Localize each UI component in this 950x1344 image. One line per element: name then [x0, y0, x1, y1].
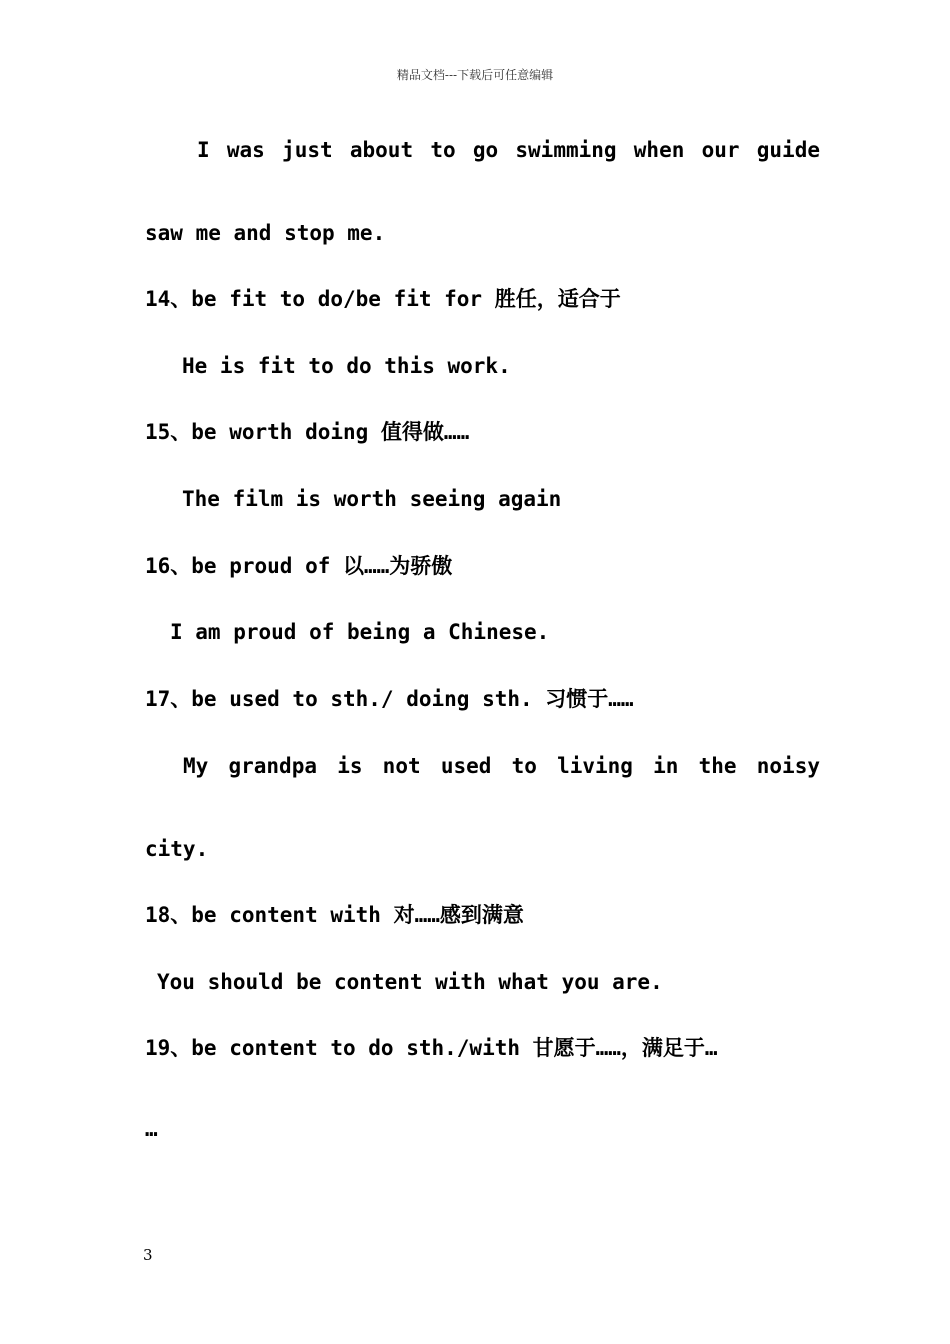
example-sentence-16: I am proud of being a Chinese. [170, 620, 550, 644]
example-sentence-15: The film is worth seeing again [182, 487, 562, 511]
example-sentence-17-line1: My grandpa is not used to living in the noisy [183, 754, 820, 778]
example-sentence-13-line2: saw me and stop me. [145, 221, 386, 245]
phrase-17: 17、be used to sth./ doing sth. 习惯于…… [145, 687, 634, 711]
example-sentence-14: He is fit to do this work. [182, 354, 511, 378]
example-sentence-13-line1: I was just about to go swimming when our guide [197, 138, 820, 162]
example-sentence-18: You should be content with what you are. [157, 970, 663, 994]
phrase-18: 18、be content with 对……感到满意 [145, 903, 524, 927]
phrase-14: 14、be fit to do/be fit for 胜任，适合于 [145, 287, 621, 311]
phrase-19-line1: 19、be content to do sth./with 甘愿于……，满足于… [145, 1036, 718, 1060]
phrase-16: 16、be proud of 以……为骄傲 [145, 554, 453, 578]
page-number: 3 [143, 1246, 153, 1264]
phrase-19-line2: … [145, 1117, 158, 1141]
phrase-15: 15、be worth doing 值得做…… [145, 420, 470, 444]
example-sentence-17-line2: city. [145, 837, 209, 861]
page-header: 精品文档---下载后可任意编辑 [396, 68, 554, 82]
